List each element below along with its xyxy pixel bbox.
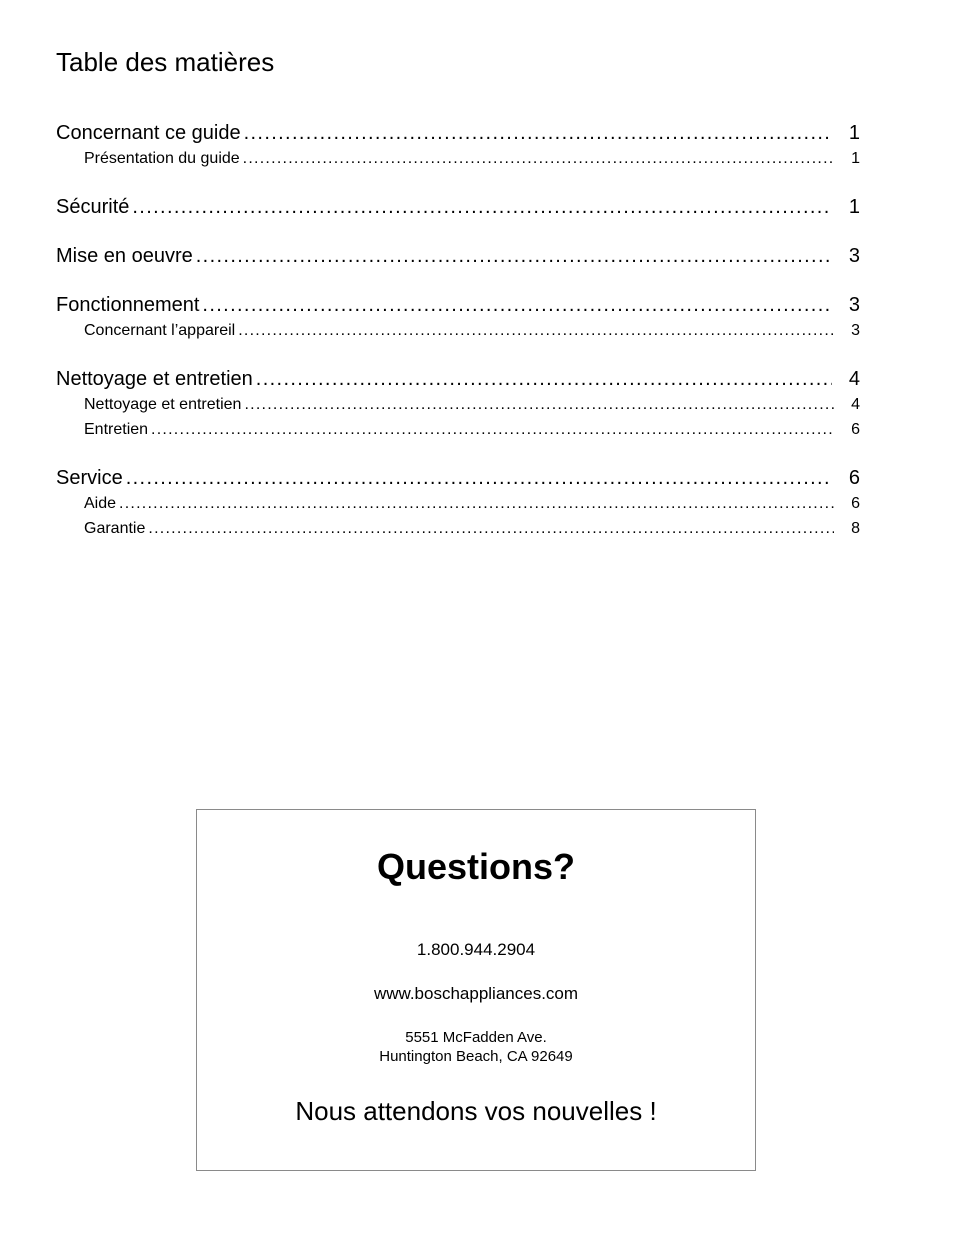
toc-entry-page: 3 xyxy=(848,294,860,316)
questions-contact-box xyxy=(196,809,756,1171)
toc-subentry[interactable] xyxy=(56,491,860,516)
toc-entry-page: 3 xyxy=(848,245,860,267)
toc-entry-label: Service xyxy=(56,467,123,489)
toc-subentry[interactable] xyxy=(56,318,860,343)
website-link[interactable]: www.boschappliances.com xyxy=(373,984,579,1003)
toc-section xyxy=(56,243,860,269)
dot-leader xyxy=(238,318,834,343)
toc-entry-page: 4 xyxy=(848,368,860,390)
address-line-2: Huntington Beach, CA 92649 xyxy=(379,1048,573,1065)
toc-entry-label: Concernant ce guide xyxy=(56,122,241,144)
toc-section xyxy=(56,194,860,220)
toc-subentry-page: 1 xyxy=(851,150,860,167)
questions-heading: Questions? xyxy=(376,846,576,887)
dot-leader xyxy=(196,243,832,269)
toc-section xyxy=(56,366,860,442)
toc-section xyxy=(56,292,860,343)
toc-subentry-label: Nettoyage et entretien xyxy=(84,396,242,413)
toc-subentry[interactable] xyxy=(56,392,860,417)
dot-leader xyxy=(244,392,834,417)
toc-subentry[interactable] xyxy=(56,417,860,442)
toc-entry[interactable] xyxy=(56,292,860,318)
toc-entry-page: 1 xyxy=(848,196,860,218)
dot-leader xyxy=(148,516,834,541)
toc-subentry-page: 6 xyxy=(851,495,860,512)
toc-subentry-page: 8 xyxy=(851,520,860,537)
toc-entry-page: 6 xyxy=(848,467,860,489)
dot-leader xyxy=(132,194,832,220)
toc-section xyxy=(56,465,860,541)
dot-leader xyxy=(151,417,834,442)
toc-entry[interactable] xyxy=(56,465,860,491)
toc-entry[interactable] xyxy=(56,120,860,146)
toc-subentry-label: Garantie xyxy=(84,520,146,537)
toc-subentry-label: Présentation du guide xyxy=(84,150,240,167)
toc-subentry[interactable] xyxy=(56,516,860,541)
dot-leader xyxy=(256,366,832,392)
toc-section xyxy=(56,120,860,171)
toc-subentry-label: Aide xyxy=(84,495,117,512)
toc-subentry-page: 3 xyxy=(851,322,860,339)
table-of-contents xyxy=(56,120,860,564)
toc-subentry-page: 4 xyxy=(851,396,860,413)
dot-leader xyxy=(119,491,834,516)
closing-message: Nous attendons vos nouvelles ! xyxy=(295,1096,657,1126)
toc-entry-page: 1 xyxy=(848,122,860,144)
toc-subentry-label: Entretien xyxy=(84,421,149,438)
toc-subentry-page: 6 xyxy=(851,421,860,438)
toc-entry-label: Mise en oeuvre xyxy=(56,245,193,267)
dot-leader xyxy=(244,120,832,146)
dot-leader xyxy=(243,146,834,171)
toc-subentry-label: Concernant l’appareil xyxy=(84,322,236,339)
dot-leader xyxy=(126,465,832,491)
toc-title: Table des matières xyxy=(56,47,275,77)
address-line-1: 5551 McFadden Ave. xyxy=(405,1029,547,1046)
toc-subentry[interactable] xyxy=(56,146,860,171)
toc-entry-label: Fonctionnement xyxy=(56,294,200,316)
toc-entry[interactable] xyxy=(56,194,860,220)
dot-leader xyxy=(202,292,832,318)
toc-entry[interactable] xyxy=(56,366,860,392)
toc-entry[interactable] xyxy=(56,243,860,269)
toc-entry-label: Sécurité xyxy=(56,196,130,218)
toc-entry-label: Nettoyage et entretien xyxy=(56,368,253,390)
phone-number[interactable]: 1.800.944.2904 xyxy=(416,940,536,959)
